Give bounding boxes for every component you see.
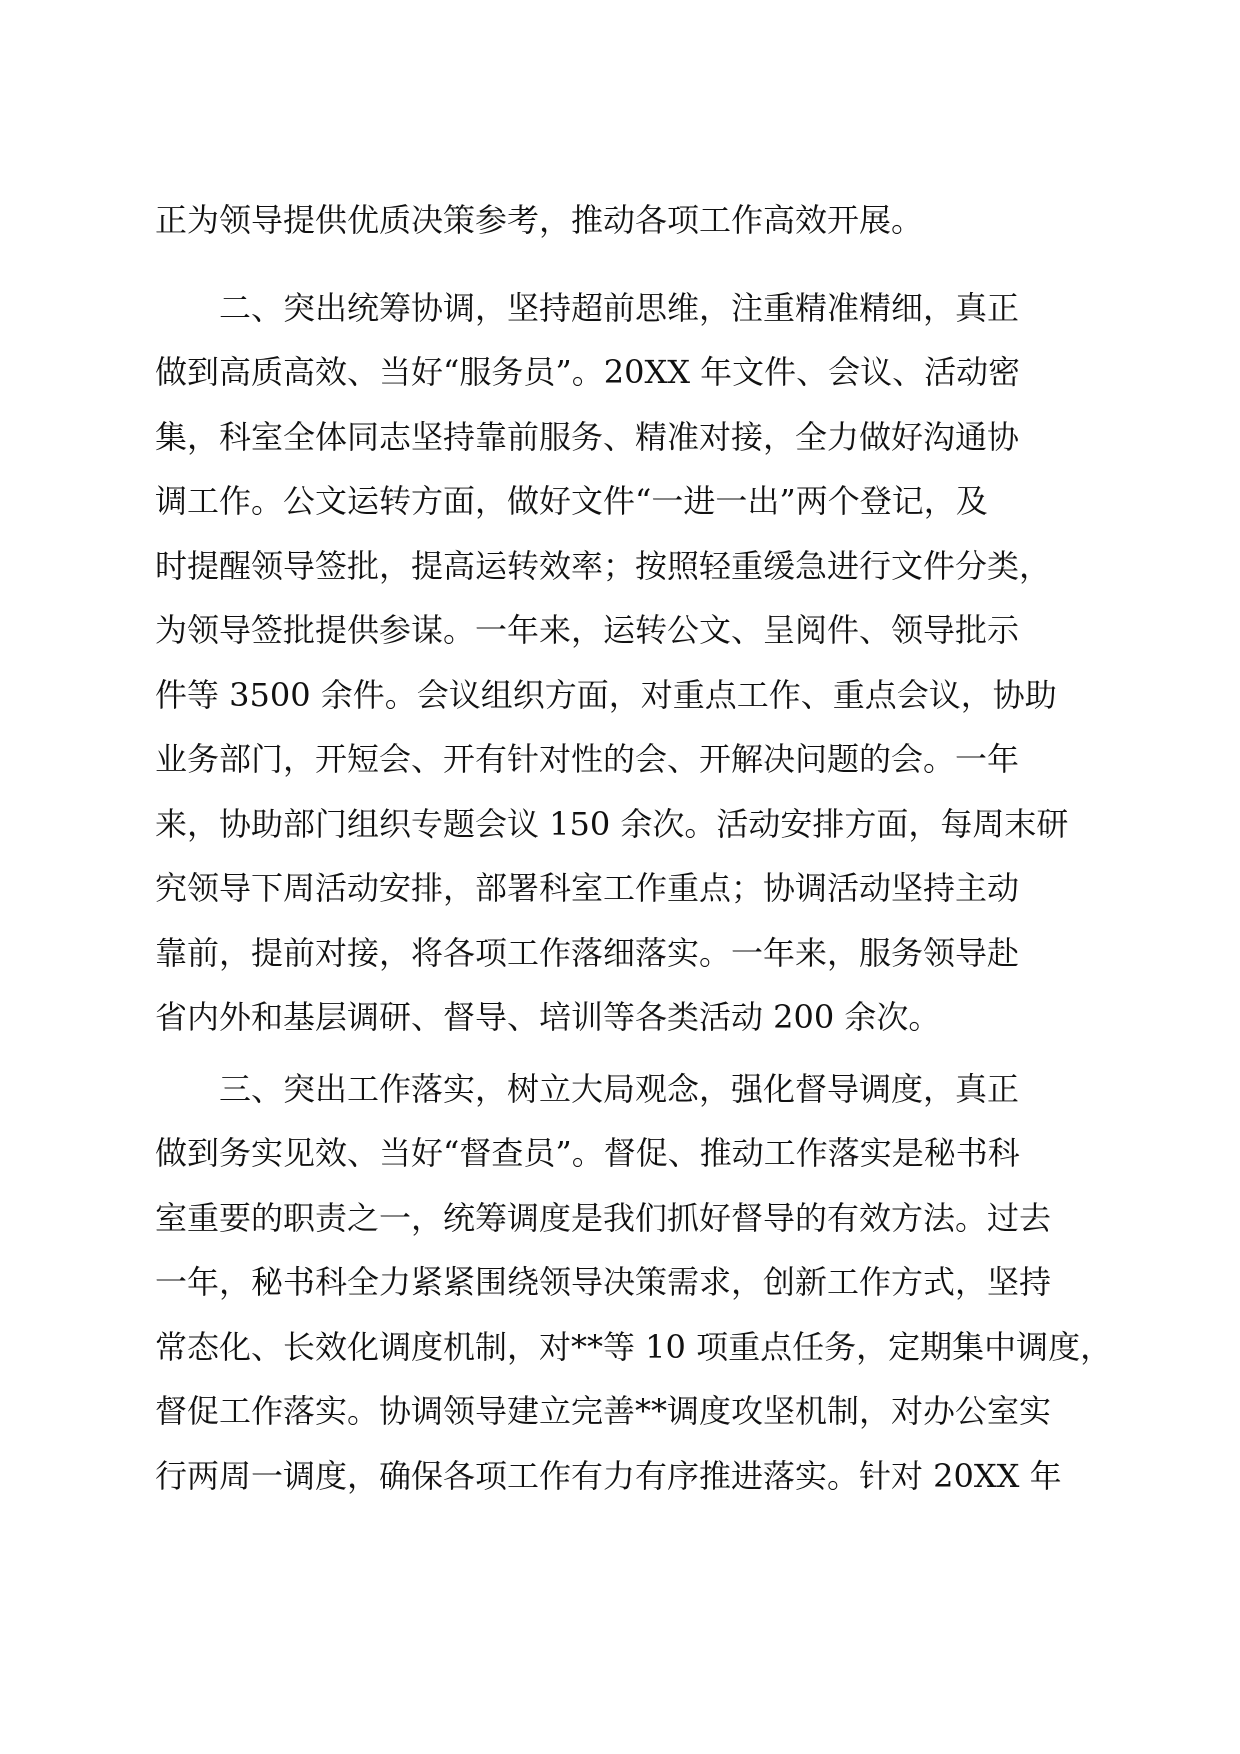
text-line: 究领导下周活动安排，部署科室工作重点；协调活动坚持主动	[155, 869, 1020, 907]
section-heading-line: 三、突出工作落实，树立大局观念，强化督导调度，真正	[219, 1070, 1020, 1108]
text-line: 常态化、长效化调度机制，对**等 10 项重点任务，定期集中调度，	[155, 1328, 1113, 1366]
section-heading-line: 二、突出统筹协调，坚持超前思维，注重精准精细，真正	[219, 289, 1020, 327]
text-line: 做到高质高效、当好“服务员”。20XX 年文件、会议、活动密	[155, 353, 1021, 391]
text-line: 时提醒领导签批，提高运转效率；按照轻重缓急进行文件分类，	[155, 547, 1052, 585]
text-line: 行两周一调度，确保各项工作有力有序推进落实。针对 20XX 年	[155, 1457, 1062, 1495]
text-line: 集，科室全体同志坚持靠前服务、精准对接，全力做好沟通协	[155, 418, 1020, 456]
text-line: 督促工作落实。协调领导建立完善**调度攻坚机制，对办公室实	[155, 1392, 1052, 1430]
text-line: 业务部门，开短会、开有针对性的会、开解决问题的会。一年	[155, 740, 1020, 778]
text-line: 来，协助部门组织专题会议 150 余次。活动安排方面，每周末研	[155, 805, 1069, 843]
text-line: 为领导签批提供参谋。一年来，运转公文、呈阅件、领导批示	[155, 611, 1020, 649]
text-line: 省内外和基层调研、督导、培训等各类活动 200 余次。	[155, 998, 941, 1036]
text-line: 室重要的职责之一，统筹调度是我们抓好督导的有效方法。过去	[155, 1199, 1052, 1237]
text-line: 一年，秘书科全力紧紧围绕领导决策需求，创新工作方式，坚持	[155, 1263, 1052, 1301]
text-line: 靠前，提前对接，将各项工作落细落实。一年来，服务领导赴	[155, 934, 1020, 972]
text-line: 调工作。公文运转方面，做好文件“一进一出”两个登记，及	[155, 482, 988, 520]
text-line: 件等 3500 余件。会议组织方面，对重点工作、重点会议，协助	[155, 676, 1057, 714]
text-line: 正为领导提供优质决策参考，推动各项工作高效开展。	[155, 201, 924, 239]
text-line: 做到务实见效、当好“督查员”。督促、推动工作落实是秘书科	[155, 1134, 1020, 1172]
